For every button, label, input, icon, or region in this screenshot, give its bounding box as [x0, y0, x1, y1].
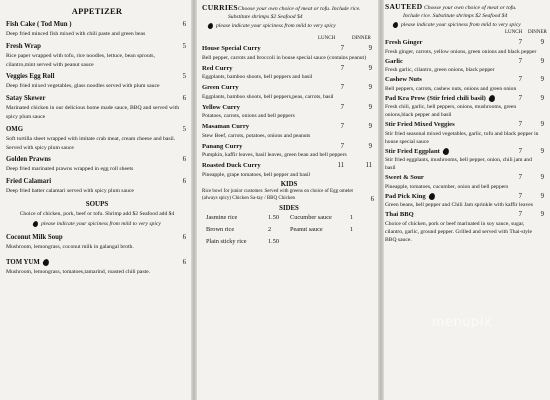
item-description: Fresh chili, garlic, bell peppers, onions, mushrooms, green onions,black pepper and basil: [385, 104, 517, 118]
kids-price: 6: [370, 195, 374, 203]
sauteed-item: [385, 210, 548, 244]
appetizer-item: [6, 42, 188, 70]
lunch-price: 11: [337, 162, 344, 169]
appetizer-item: [6, 94, 188, 122]
soups-note: Choice of chicken, pork, beef or tofu. Shrimp add $2 Seafood add $4: [19, 210, 175, 217]
appetizer-list: [6, 20, 188, 196]
item-price: 6: [182, 156, 186, 164]
sauteed-item: [385, 192, 548, 210]
item-name: [6, 125, 188, 135]
side-name: Peanut sauce: [290, 225, 323, 233]
sauteed-intro: Choose your own choice of meat or tofu.: [423, 5, 517, 11]
item-name-text: Red Curry: [202, 64, 233, 72]
sauteed-substitute: Include rice. Substitute shrimps $2 Seafood $4: [403, 12, 508, 19]
dinner-price: 9: [368, 64, 372, 72]
soup-item: [6, 258, 188, 277]
dinner-price: 9: [540, 211, 544, 218]
dinner-price: 9: [368, 84, 372, 91]
item-description: Soft tortilla sheet wrapped with imitate crab meat, cream cheese and basil. Served with spicy plum sauce: [6, 135, 176, 151]
item-description: Eggplants, bamboo shoots, bell peppers,peas, carrots, basil: [202, 93, 334, 100]
item-name: [202, 83, 376, 93]
item-description: Eggplants, bamboo shoots, bell peppers and basil: [202, 74, 313, 80]
item-description: Bell pepper, carrots and broccoli in house special sauce (contains peanut): [202, 54, 366, 61]
item-price: 6: [182, 95, 186, 103]
item-description: Pineapple, tomatoes, cucumber, onion and bell peppers: [385, 183, 509, 190]
item-description: Marinated chicken in our delicious home made sauce, BBQ and served with spicy plum sauce: [6, 105, 180, 120]
lunch-price: 7: [518, 147, 522, 155]
item-description: Deep fried marinated prawns wrapped in egg roll sheets: [6, 166, 134, 173]
curry-item: [202, 83, 376, 101]
item-description: Choice of chicken, pork or beef marinated in soy sauce, sugar, cilantro, garlic, ground pepper. Grilled and served with Thai-style BBQ sauce.: [385, 220, 532, 243]
item-price: 5: [182, 125, 186, 133]
side-price: 1: [350, 225, 354, 233]
item-name-text: Green Curry: [202, 84, 239, 91]
item-name: [202, 103, 376, 113]
appetizer-item: [6, 155, 188, 174]
soups-spice-note: [6, 220, 188, 228]
lunch-price: 7: [340, 84, 344, 91]
item-name-text: Stir Fried Eggplant: [385, 147, 440, 155]
curries-spice-text: please indicate your spiciness from mild to very spicy: [216, 23, 336, 29]
item-name: [202, 122, 376, 132]
item-name: [385, 94, 548, 104]
item-name: [6, 155, 188, 165]
item-name: [202, 161, 376, 171]
item-name-text: Panang Curry: [202, 142, 243, 150]
appetizer-item: [6, 72, 188, 91]
chili-icon: [428, 192, 436, 201]
item-description: Green beans, bell pepper and Chili Jam sprinkle with kaffir leaves: [385, 202, 533, 208]
item-name-text: Fried Calamari: [6, 178, 52, 186]
item-price: 6: [182, 21, 186, 28]
side-price: 1.50: [268, 213, 280, 221]
item-name: [385, 120, 548, 130]
chili-icon: [392, 21, 399, 28]
item-description: Potatoes, carrots, onions and bell peppers: [202, 113, 295, 119]
item-description: Deep fried minced fish mixed with chili paste and green beas: [6, 31, 146, 37]
item-name-text: Masaman Curry: [202, 123, 250, 130]
dinner-price: 9: [540, 147, 544, 155]
sauteed-spice-text: please indicate your spiciness from mild to very spicy: [401, 22, 521, 28]
item-name-text: Pad Kra Prow (Stir fried chili basil): [385, 94, 486, 102]
item-name: [202, 44, 376, 54]
item-price: 6: [182, 258, 186, 266]
dinner-header: DINNER: [528, 30, 547, 35]
sides-grid: [202, 214, 376, 246]
kids-note: Rice bowl for junior customer. Served with greens on choice of Egg omelet (always spicy) Chicken Sa-tay / BBQ Chicken: [202, 188, 353, 201]
item-description: Fresh ginger, carrots, yellow onions, green onions and black pepper: [385, 48, 537, 55]
appetizer-soups-panel: [0, 0, 192, 400]
lunch-price: 7: [518, 174, 522, 181]
item-name-text: House Special Curry: [202, 45, 261, 52]
item-price: 5: [182, 73, 186, 81]
lunch-header: LUNCH: [318, 36, 336, 41]
sauteed-item: [385, 38, 548, 56]
item-description: Stew Beef, carrots, potatoes, onions and peanuts: [202, 132, 311, 139]
item-description: Bell peppers, carrots, cashew nuts, onions and green onion: [385, 85, 517, 92]
item-name-text: Sweet & Sour: [385, 174, 424, 181]
dinner-header: DINNER: [352, 36, 371, 41]
item-name: [385, 210, 548, 220]
item-description: Pineapple, grape tomatoes, bell pepper and basil: [202, 171, 311, 178]
dinner-price: 9: [540, 57, 544, 65]
appetizer-item: [6, 177, 188, 196]
dinner-price: 9: [368, 45, 372, 52]
item-name-text: Garlic: [385, 57, 403, 65]
dinner-price: 9: [540, 121, 544, 128]
side-name: Plain sticky rice: [206, 237, 247, 245]
lunch-price: 7: [518, 94, 522, 102]
dinner-price: 9: [368, 103, 372, 111]
dinner-price: 9: [540, 94, 544, 102]
item-name: [6, 177, 188, 187]
sauteed-panel: [382, 0, 550, 400]
appetizer-item: [6, 20, 188, 39]
side-name: Brown rice: [206, 225, 235, 233]
item-description: Mushroom, lemongrass, coconut milk in galangal broth.: [6, 243, 134, 250]
item-name-text: OMG: [6, 125, 23, 133]
sides-title: SIDES: [279, 204, 299, 212]
lunch-price: 7: [340, 64, 344, 72]
item-description: Deep fried batter calamari served with spicy plum sauce: [6, 188, 134, 195]
curry-item: [202, 103, 376, 121]
item-name: [6, 94, 188, 104]
item-name-text: TOM YUM: [6, 258, 40, 266]
item-description: Stir fried seasonal mixed vegetables, garlic, tofu and black pepper in house special sauce: [385, 130, 539, 145]
curries-column-headers: [202, 36, 376, 44]
item-name: [6, 20, 188, 30]
item-name-text: Cashew Nuts: [385, 76, 422, 83]
sauteed-item: [385, 94, 548, 120]
item-name-text: Thai BBQ: [385, 211, 414, 218]
item-name: [385, 147, 548, 157]
item-name-text: Yellow Curry: [202, 103, 240, 111]
curries-title: CURRIES: [202, 3, 238, 12]
sauteed-list: [385, 38, 548, 244]
curry-item: [202, 64, 376, 82]
item-description: Mushroom, lemongrass, tomatoes,tamarind, roasted chili paste.: [6, 268, 151, 275]
dinner-price: 9: [540, 76, 544, 83]
curries-substitute: Substitute shrimps $2 Seafood $4: [228, 13, 303, 20]
curry-item: [202, 122, 376, 140]
item-name: [385, 192, 548, 202]
item-name: [385, 38, 548, 48]
curries-spice-note: [202, 22, 376, 30]
item-name: [6, 258, 188, 268]
side-name: Jasmine rice: [206, 213, 238, 221]
dinner-price: 9: [540, 192, 544, 200]
item-name-text: Roasted Duck Curry: [202, 162, 261, 169]
sauteed-item: [385, 147, 548, 173]
curries-list: [202, 44, 376, 179]
chili-icon: [442, 147, 450, 156]
sauteed-header: [385, 3, 548, 13]
item-name: [385, 173, 548, 183]
item-name: [202, 142, 376, 152]
chili-icon: [207, 22, 214, 29]
lunch-price: 7: [340, 45, 344, 52]
item-name-text: Fish Cake ( Tod Mun ): [6, 21, 72, 28]
soups-title: SOUPS: [85, 199, 109, 208]
item-description: Rice paper wrapped with tofu, rice noodles, lettuce, bean sprouts, cilantro,mint served with peanut sauce: [6, 52, 155, 68]
side-price: 1.50: [268, 237, 280, 245]
watermark: menupix: [431, 315, 492, 330]
lunch-price: 7: [518, 57, 522, 65]
lunch-price: 7: [340, 103, 344, 111]
appetizer-title: APPETIZER: [71, 6, 123, 16]
appetizer-item: [6, 125, 188, 153]
soups-list: [6, 233, 188, 277]
lunch-header: LUNCH: [505, 30, 523, 35]
item-description: Deep fried mixed vegetables, glass noodles served with plum sauce: [6, 83, 160, 90]
lunch-price: 7: [518, 121, 522, 128]
item-name: [6, 42, 188, 52]
item-price: 6: [182, 233, 186, 241]
dinner-price: 9: [540, 39, 544, 46]
kids-title: KIDS: [280, 180, 298, 188]
curry-item: [202, 44, 376, 62]
item-description: Fresh garlic, cilantro, green onions, black pepper: [385, 67, 495, 73]
chili-icon: [32, 220, 39, 227]
sauteed-title: SAUTEED: [385, 2, 423, 11]
lunch-price: 7: [518, 76, 522, 83]
sauteed-item: [385, 120, 548, 146]
item-name-text: Pad Pick King: [385, 192, 426, 200]
item-name: [6, 233, 188, 243]
chili-icon: [488, 94, 496, 103]
side-name: Cucumber sauce: [290, 213, 332, 221]
item-name: [6, 72, 188, 82]
lunch-price: 7: [518, 211, 522, 218]
item-name-text: Veggies Egg Roll: [6, 73, 55, 81]
lunch-price: 7: [340, 123, 344, 130]
curries-header: [202, 4, 376, 14]
sauteed-item: [385, 57, 548, 75]
chili-icon: [42, 258, 50, 267]
side-price: 2: [268, 225, 272, 233]
sauteed-spice-note: [385, 21, 548, 29]
dinner-price: 9: [540, 174, 544, 181]
soup-item: [6, 233, 188, 252]
item-name-text: Satay Skewer: [6, 95, 46, 103]
sauteed-item: [385, 173, 548, 191]
sauteed-column-headers: [385, 30, 548, 38]
lunch-price: 7: [340, 142, 344, 150]
lunch-price: 7: [518, 39, 522, 46]
item-price: 5: [182, 42, 186, 50]
lunch-price: 7: [518, 192, 522, 200]
kids-item: [202, 188, 376, 202]
sauteed-item: [385, 75, 548, 93]
dinner-price: 11: [365, 162, 372, 169]
item-name-text: Coconut Milk Soup: [6, 233, 63, 241]
item-name: [385, 57, 548, 67]
soups-spice-text: please indicate your spiciness from mild to very spicy: [41, 220, 161, 227]
curry-item: [202, 142, 376, 160]
item-description: Pumpkin, kaffir leaves, basil leaves, green bean and bell peppers: [202, 152, 347, 158]
dinner-price: 9: [368, 123, 372, 130]
item-name-text: Golden Prawns: [6, 156, 51, 164]
curries-intro: Choose your own choice of meat or tofu. Include rice.: [237, 6, 361, 12]
dinner-price: 9: [368, 142, 372, 150]
item-name-text: Fresh Wrap: [6, 42, 41, 50]
side-price: 1: [350, 213, 354, 221]
item-name: [202, 64, 376, 74]
item-name: [385, 75, 548, 85]
curry-item: [202, 161, 376, 179]
item-description: Stir fried eggplants, mushrooms, bell pepper, onion, chili jam and basil: [385, 157, 532, 171]
curries-panel: [196, 0, 380, 400]
item-price: 6: [182, 178, 186, 186]
item-name-text: Stir Fried Mixed Veggies: [385, 121, 455, 128]
item-name-text: Fresh Ginger: [385, 39, 423, 46]
